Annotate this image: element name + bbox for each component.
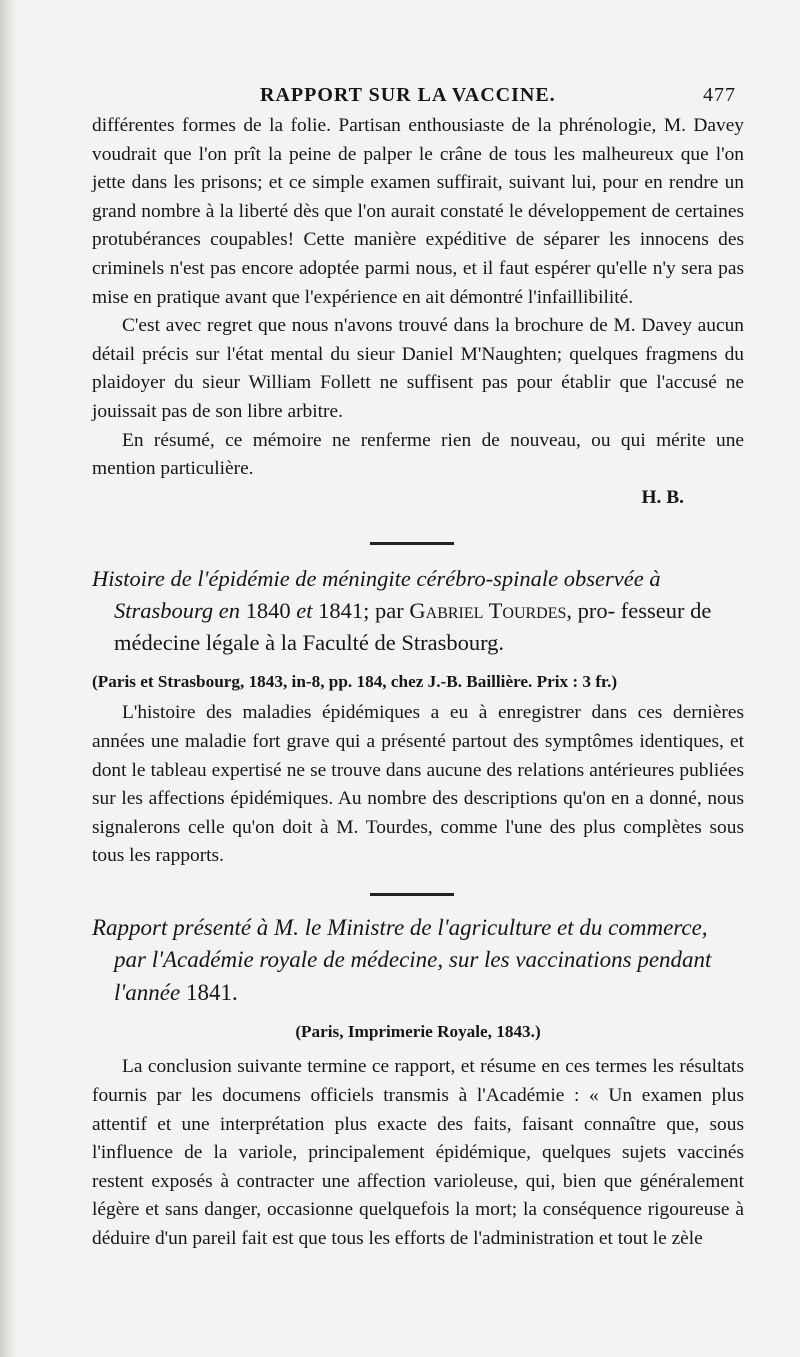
review-title-author: Gabriel Tourdes — [409, 598, 567, 624]
review-title-par: ; par — [363, 598, 404, 624]
review-title-et: et — [296, 598, 313, 624]
publication-info-vaccine: (Paris, Imprimerie Royale, 1843.) — [295, 1022, 541, 1042]
paragraph-phrenology: différentes formes de la folie. Partisan enthousiaste de la phrénologie, M. Davey voudrait que l'on prît la peine de palper le crâne de tous les malheureux que l'on jette dans les prisons; et ce simple examen suffirait, suivant lui, pour en rendre un grand nombre à la liberté dès que l'on aurait constaté le développement de certaines protubérances coupables! Cette manière expéditive de séparer les innocens des criminels n'est pas encore adoptée parmi nous, et il faut espérer qu'elle n'y sera pas mise en pratique avant que l'expérience en ait démontré l'infaillibilité. — [92, 115, 744, 308]
section-divider — [370, 542, 454, 545]
review-body-meningite: L'histoire des maladies épidémiques a eu à enregistrer dans ces dernières années une maladie fort grave qui a présenté partout des symptômes identiques, et dont le tableau expertisé ne se trouve dans aucune des relations antérieures publiées sur les affections épidémiques. Au nombre des descriptions qu'on en a donné, nous signalerons celle qu'on doit à M. Tourdes, comme l'une des plus complètes sous tous les rapports. — [92, 702, 744, 867]
review-title-vaccine-text: Rapport présenté à M. le Ministre de l'agriculture et du commerce, par l'Académie royale de médecine, sur les vaccinations pendant l'année — [92, 914, 712, 1005]
running-head — [92, 78, 744, 112]
author-initials: H. B. — [641, 486, 684, 508]
review-title-vaccine-end: . — [231, 979, 238, 1005]
review-title-pro: , pro- — [566, 598, 616, 624]
section-divider-2 — [370, 893, 454, 896]
review-title-place: à Strasbourg en — [114, 566, 661, 624]
review-title-line3: fesseur de médecine légale à la Faculté de Strasbourg. — [114, 598, 712, 656]
review-title-meningite — [92, 563, 744, 659]
book-page — [92, 78, 744, 1254]
review-title-year2: 1841 — [318, 598, 364, 624]
running-title: RAPPORT SUR LA VACCINE. — [260, 84, 556, 106]
review-title-year1: 1840 — [245, 598, 291, 624]
signature-line — [92, 484, 744, 513]
page-number: 477 — [703, 84, 736, 106]
review-title-line1: Histoire de l'épidémie de méningite cérébro-spinale observée — [92, 566, 644, 592]
paragraph-resume: En résumé, ce mémoire ne renferme rien de nouveau, ou qui mérite une mention particulière. — [92, 429, 744, 480]
publication-info-meningite: (Paris et Strasbourg, 1843, in-8, pp. 184, chez J.-B. Baillière. Prix : 3 fr.) — [92, 672, 618, 692]
review-title-vaccine-report — [92, 912, 744, 1010]
review-title-vaccine-year: 1841 — [185, 979, 232, 1005]
review-body-vaccine: La conclusion suivante termine ce rapport, et résume en ces termes les résultats fournis par les documens officiels transmis à l'Académie : « Un examen plus attentif et une interprétation plus exacte des faits, faisant connaître que, sous l'influence de la variole, principalement épidémique, quelques sujets vaccinés restent exposés à contracter une affection varioleuse, qui, bien que généralement légère et sans danger, occasionne quelquefois la mort; la conséquence rigoureuse à déduire d'un pareil fait est que tous les efforts de l'administration et tout le zèle — [92, 1056, 744, 1249]
paragraph-mnaughten: C'est avec regret que nous n'avons trouvé dans la brochure de M. Davey aucun détail précis sur l'état mental du sieur Daniel M'Naughten; quelques fragmens du plaidoyer du sieur William Follett ne suffisent pas pour établir que l'accusé ne jouissait pas de son libre arbitre. — [92, 315, 744, 422]
page-edge-shadow — [0, 0, 18, 1357]
